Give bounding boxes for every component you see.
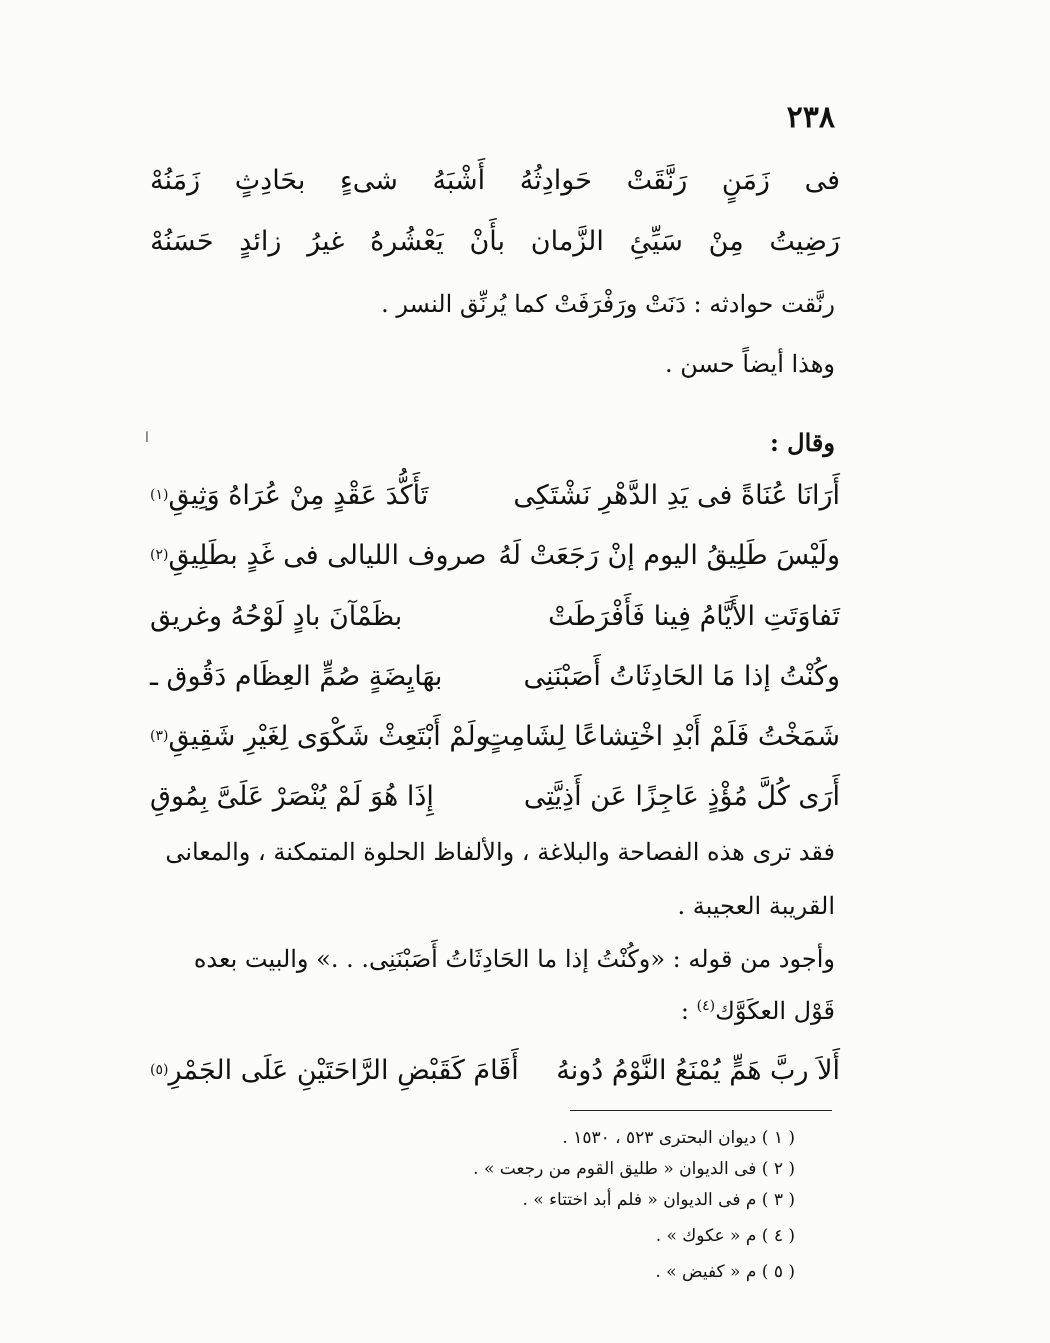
verse-word: زائدٍ bbox=[239, 225, 282, 257]
prose-line: وهذا أيضاً حسن . bbox=[664, 350, 835, 378]
hemistich-right: أَرَانَا عُنَاةً فى يَدِ الدَّهْرِ نَشْتَكِى bbox=[513, 479, 840, 511]
footnote-marker: (٢) bbox=[150, 547, 169, 563]
footnote: ( ١ ) ديوان البحترى ٥٢٣ ، ١٥٣٠ . bbox=[562, 1128, 795, 1148]
hemistich-text: صروف الليالى فى غَدٍ بطَلِيقِ bbox=[168, 539, 487, 571]
hemistich-right: أَرَى كُلَّ مُؤْذٍ عَاجِزًا عَن أَذِيَّتِى bbox=[523, 780, 840, 812]
footnote: ( ٢ ) فى الديوان « طليق القوم من رجعت » . bbox=[473, 1159, 795, 1179]
footnote-marker: (٤) bbox=[696, 998, 716, 1014]
prose-line: وأجود من قوله : «وكُنْتُ إذا ما الحَادِثَاتُ أَصَبْنَنِى. . .» والبيت بعده bbox=[193, 945, 835, 973]
verse-line bbox=[150, 776, 840, 816]
hemistich-text: بظَمْآنَ بادٍ لَوْحُهُ وغريق bbox=[150, 600, 403, 632]
verse-line bbox=[150, 221, 840, 261]
prose-line: القريبة العجيبة . bbox=[677, 892, 835, 920]
hemistich-right: ولَيْسَ طَلِيقُ اليوم إنْ رَجَعَتْ لَهُ bbox=[498, 539, 840, 571]
footnote-marker: (١) bbox=[150, 487, 169, 503]
hemistich-right: تَفاوَتَتِ الأَيَّامُ فِينا فَأَفْرَطَتْ bbox=[548, 600, 840, 632]
verse-word: حَسَنُهْ bbox=[150, 225, 214, 257]
hemistich-left bbox=[150, 720, 489, 752]
verse-line bbox=[150, 535, 840, 575]
hemistich-right: شَمَخْتُ فَلَمْ أَبْدِ اخْتِشاعًا لِشَامِتٍ bbox=[483, 720, 840, 752]
hemistich-text: بهَايِضَةٍ صُمٍّ العِظَام دَقُوق ـ bbox=[150, 660, 443, 692]
verse-line bbox=[150, 1050, 840, 1090]
hemistich-right: وكُنْتُ إذا مَا الحَادِثَاتُ أَصَبْنَنِى bbox=[523, 660, 840, 692]
footnote-divider bbox=[570, 1110, 832, 1111]
verse-word: شىءٍ bbox=[340, 164, 398, 196]
hemistich-text: أَقَامَ كَقَبْضِ الرَّاحَتَيْنِ عَلَى الجَمْرِ bbox=[168, 1054, 519, 1086]
verse-line bbox=[150, 160, 840, 200]
prose-line bbox=[681, 997, 835, 1025]
hemistich-left bbox=[150, 781, 470, 812]
footnote-marker: (٣) bbox=[150, 728, 169, 744]
verse-word: أَشْبَهُ bbox=[432, 164, 486, 196]
verse-word: رَضِيتُ bbox=[769, 225, 840, 257]
verse-word: زَمَنُهْ bbox=[150, 164, 201, 196]
page-number: ٢٣٨ bbox=[786, 100, 835, 135]
hemistich-left bbox=[150, 480, 470, 511]
stray-mark: ا bbox=[145, 430, 149, 446]
verse-word: مِنْ bbox=[708, 225, 744, 257]
hemistich-text: إِذَا هُوَ لَمْ يُنْصَرْ عَلَىَّ بِمُوقِ bbox=[150, 780, 434, 812]
prose-paragraph bbox=[155, 838, 835, 866]
hemistich-left bbox=[150, 1054, 519, 1086]
hemistich-text: ولَمْ أَبْتَعِثْ شَكْوَى لِغَيْرِ شَقِيقِ bbox=[168, 720, 489, 752]
verse-word: رَنَّقَتْ bbox=[626, 164, 688, 196]
hemistich-left bbox=[150, 539, 487, 571]
verse-word: سَيِّئِ bbox=[629, 225, 683, 257]
verse-line bbox=[150, 716, 840, 756]
verse-word: حَوادِثُهُ bbox=[519, 164, 592, 196]
footnote: ( ٤ ) م « عكوك » . bbox=[655, 1226, 795, 1246]
prose-line: وقال : bbox=[769, 428, 835, 457]
verse-word: الزَّمان bbox=[530, 225, 604, 257]
hemistich-text: تَأَكُّدَ عَقْدٍ مِنْ عُرَاهُ وَثِيقِ bbox=[168, 479, 429, 511]
prose-text: : bbox=[680, 997, 697, 1025]
verse-word: غيرُ bbox=[307, 225, 345, 257]
hemistich-left bbox=[150, 601, 470, 632]
hemistich-left bbox=[150, 661, 470, 692]
prose-text: قَوْل العكَوَّك bbox=[715, 997, 835, 1025]
prose-paragraph bbox=[155, 945, 835, 973]
prose-line: رنَّقت حوادثه : دَنَتْ ورَفْرَفَتْ كما يُرنِّق النسر . bbox=[381, 290, 835, 318]
verse-line bbox=[150, 596, 840, 636]
footnote: ( ٥ ) م « كفيض » . bbox=[655, 1262, 795, 1282]
verse-word: يَعْشُرهُ bbox=[370, 225, 444, 257]
prose-line: فقد ترى هذه الفصاحة والبلاغة ، والألفاظ الحلوة المتمكنة ، والمعانى bbox=[165, 838, 835, 866]
verse-word: بأَنْ bbox=[469, 225, 506, 257]
verse-word: بحَادِثٍ bbox=[234, 164, 306, 196]
verse-line bbox=[150, 656, 840, 696]
footnote: ( ٣ ) م فى الديوان « فلم أبد اختتاء » . bbox=[522, 1190, 795, 1210]
hemistich-right: أَلاَ ربَّ هَمٍّ يُمْنَعُ النَّوْمُ دُونهُ bbox=[556, 1054, 840, 1086]
verse-line bbox=[150, 475, 840, 515]
verse-word: فى bbox=[804, 164, 840, 196]
footnote-marker: (٥) bbox=[150, 1062, 169, 1078]
verse-word: زَمَنٍ bbox=[721, 164, 770, 196]
